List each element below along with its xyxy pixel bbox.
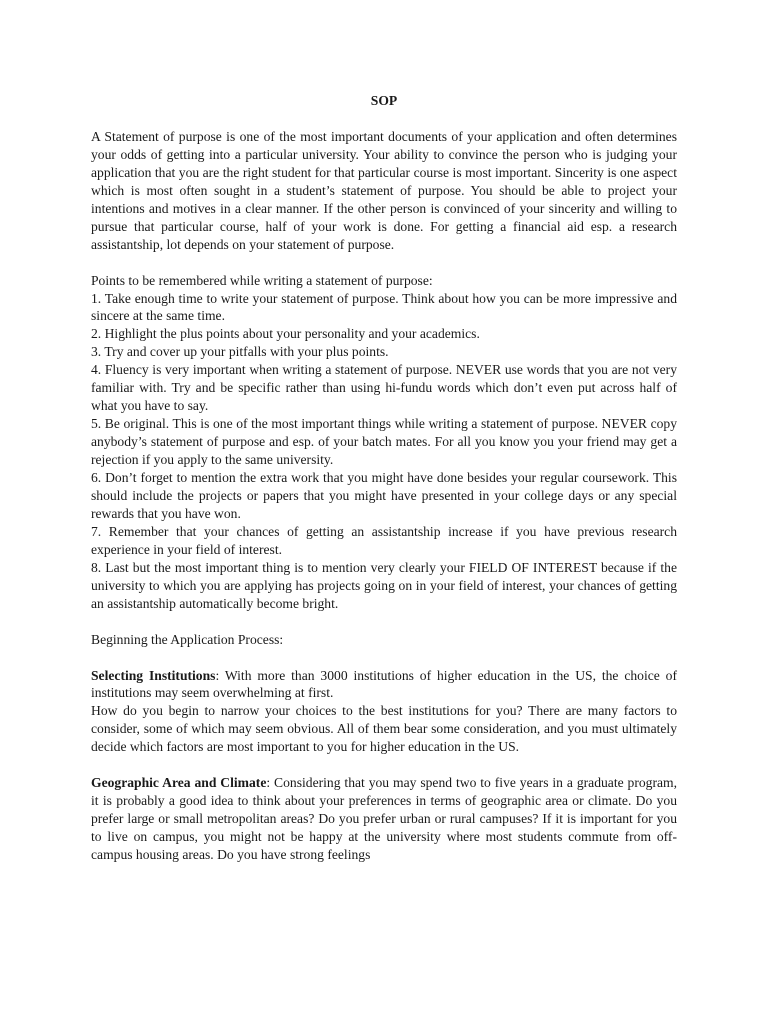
list-item-point-2: 2. Highlight the plus points about your personality and your academics. [91,326,480,342]
paragraph-gap [91,613,677,631]
paragraph-gap [91,254,677,272]
application-heading: Beginning the Application Process: [91,631,284,647]
selecting-institutions-label: Selecting Institutions [91,667,216,683]
points-heading: Points to be remembered while writing a statement of purpose: [91,272,433,288]
geographic-area-paragraph [91,774,677,864]
list-item-point-3: 3. Try and cover up your pitfalls with your plus points. [91,344,389,360]
geographic-area-label: Geographic Area and Climate [91,775,267,791]
list-item-point-8: 8. Last but the most important thing is to mention very clearly your FIELD OF INTEREST because if the university to which you are applying has projects going on in your field of interest, your chances of getting an assistantship automatically become bright. [91,559,677,611]
list-item-point-7: 7. Remember that your chances of getting an assistantship increase if you have previous research experience in your field of interest. [91,523,677,557]
intro-paragraph: A Statement of purpose is one of the most important documents of your application and often determines your odds of getting into a particular university. Your ability to convince the person who is judging your application that you are the right student for that particular course is most important. Sincerity is one aspect which is most often sought in a student’s statement of purpose. You should be able to project your intentions and motives in a clear manner. If the other person is convinced of your sincerity and willing to pursue that particular course, half of your work is done. For getting a financial aid esp. a research assistantship, lot depends on your statement of purpose. [91,128,677,252]
document-body [91,92,677,864]
points-list [91,290,677,613]
list-item-point-4: 4. Fluency is very important when writing a statement of purpose. NEVER use words that you are not very familiar with. Try and be specific rather than using hi-fundu words which don’t even put across half of what you have to say. [91,362,677,414]
paragraph-gap [91,756,677,774]
geographic-area-text: : Considering that you may spend two to five years in a graduate program, it is probably a good idea to think about your preferences in terms of geographic area or climate. Do you prefer large or small metropolitan areas? Do you prefer urban or rural campuses? If it is important for you to live on campus, you might not be happy at the university where most students commute from off-campus housing areas. Do you have strong feelings [91,775,677,863]
list-item-point-6: 6. Don’t forget to mention the extra work that you might have done besides your regular coursework. This should include the projects or papers that you might have presented in your college days or any special rewards that you have won. [91,470,677,521]
selecting-institutions-text: : With more than 3000 institutions of higher education in the US, the choice of institutions may seem overwhelming at first. [91,667,677,701]
selecting-institutions-followup: How do you begin to narrow your choices to the best institutions for you? There are many factors to consider, some of which may seem obvious. All of them bear some consideration, and you must ultimately decide which factors are most important to you for higher education in the US. [91,703,677,755]
selecting-institutions-paragraph [91,667,677,703]
document-title: SOP [370,93,398,108]
list-item-point-5: 5. Be original. This is one of the most important things while writing a statement of purpose. NEVER copy anybody’s statement of purpose and esp. of your batch mates. For all you know you your friend may get a rejection if you apply to the same university. [91,416,677,468]
list-item-point-1: 1. Take enough time to write your statement of purpose. Think about how you can be more impressive and sincere at the same time. [91,290,677,324]
paragraph-gap [91,649,677,667]
